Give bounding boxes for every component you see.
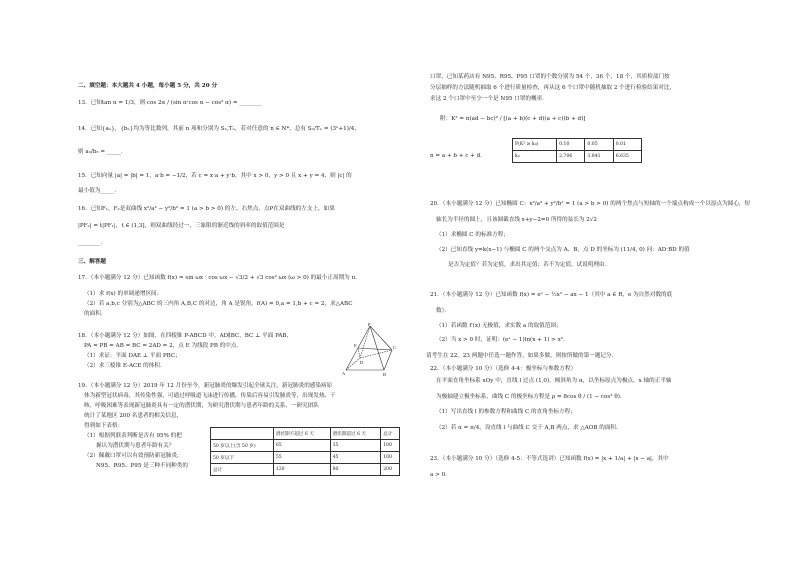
table-cell: 200 bbox=[381, 464, 400, 476]
figure-label-a: A bbox=[342, 371, 346, 376]
question-18-part1: （1）求证：平面 DAE ⊥ 平面 PBC； bbox=[84, 353, 181, 359]
table-cell: 2.706 bbox=[557, 151, 585, 163]
question-18-line2: PA = PB = AB = BC = 2AD = 2，点 E 为线段 PB 的中点． bbox=[84, 343, 243, 349]
figure-label-e: E bbox=[354, 343, 357, 348]
table-row bbox=[211, 440, 400, 452]
question-22-part2: （2）若 α = π/4，设直线 l 与曲线 C 交于 A,B 两点，求 △AOB 的面积． bbox=[436, 425, 622, 431]
question-19-line2: 体为新型冠状病毒，其传染性强，可通过呼吸道飞沫进行传播，传染后容易引发肺炎等，出现发热、干 bbox=[84, 393, 336, 399]
table-cell: 55 bbox=[273, 452, 330, 464]
question-17-part1: （1）求 f(x) 的单调递增区间； bbox=[84, 291, 163, 297]
table-cell: 65 bbox=[273, 440, 330, 452]
question-19-cont-line2: 分层抽样的方法随机抽取 6 个进行质量检查，再从这 6 个口罩中随机抽取 2 个进行检验结果对比， bbox=[430, 85, 676, 91]
question-21-part1: （1）若函数 f′(x) 无极值，求实数 a 的取值范围； bbox=[436, 323, 562, 329]
question-18-line1: 18．（本小题满分 12 分）如图，在四棱锥 P-ABCD 中，AD∥BC，BC ⊥ 平面 PAB， bbox=[78, 333, 293, 339]
question-21-line1: 21．（本小题满分 12 分）已知函数 f(x) = eˣ − ½x² − ax − 1（其中 a ∈ R，e 为自然对数的底 bbox=[430, 292, 673, 298]
question-17-part2: （2）若 a,b,c 分别为△ABC 的三内角 A,B,C 的对边，角 A 是锐角，f(A) = 0,a = 1,b + c = 2，求△ABC bbox=[84, 301, 353, 307]
table-cell: 0.05 bbox=[585, 139, 613, 151]
question-14-line1: 14．已知{aₙ}，{bₙ}均为等比数列，其前 n 项和分别为 Sₙ,Tₙ，若对任意的 n ∈ N*，总有 Sₙ/Tₙ = (3ⁿ+1)/4， bbox=[78, 126, 360, 132]
question-23-line1: 23．（本小题满分 10 分）（选修 4-5：不等式选讲）已知函数 f(x) = |x + 1/a| + |x − a|，其中 bbox=[430, 456, 669, 462]
chi-square-formula: 附：K² = n(ad − bc)² / [(a + b)(c + d)(a + c)(b + d)] bbox=[440, 116, 586, 122]
question-23-line2: a > 0． bbox=[430, 472, 451, 478]
question-14-line2: 则 a₃/b₃ = _____． bbox=[78, 149, 127, 155]
table-row bbox=[211, 452, 400, 464]
question-19-cont-line1: 口罩，已知某药店有 N95、R95、P95 口罩的个数分别为 54 个，36 个，18 个，其质检部门按 bbox=[430, 74, 670, 80]
table-cell: 120 bbox=[273, 464, 330, 476]
question-19-part1-cont: 握认为潜伏期与患者年龄有关？ bbox=[96, 443, 175, 449]
contingency-table bbox=[210, 427, 400, 476]
table-header-cell bbox=[211, 428, 274, 440]
question-16-line2: |PF₂| = t|PF₁|，t ∈ (1,3]，则双曲线经过一、三象限的渐近线的斜率的取值范围是 bbox=[78, 223, 285, 229]
question-15-line2: 最小值为_____． bbox=[78, 188, 120, 194]
section-solution-title: 三、解答题 bbox=[78, 259, 106, 265]
figure-label-p: P bbox=[368, 322, 371, 327]
table-cell: 50 岁以下 bbox=[211, 452, 274, 464]
question-19-line3: 咳、呼吸困难等表现新冠肺炎具有一定的潜伏期，为研究潜伏期与患者年龄的关系，一研究团队 bbox=[84, 403, 319, 409]
table-cell: 100 bbox=[381, 440, 400, 452]
question-17-part2-cont: 的面积． bbox=[84, 311, 107, 317]
table-cell: k₀ bbox=[513, 151, 557, 163]
question-22-line1: 22．（本小题满分 10 分）（选修 4-4：极坐标与参数方程） bbox=[430, 366, 577, 372]
question-20-part1: （1）求椭圆 C 的标准方程； bbox=[436, 232, 509, 238]
table-cell: 0.10 bbox=[557, 139, 585, 151]
question-20-line2: 轴长为半径的圆上，且该圆截直线 x+y−2=0 所得的弦长为 2√2 bbox=[436, 217, 597, 223]
figure-label-b: B bbox=[383, 372, 387, 377]
table-row bbox=[211, 464, 400, 476]
table-row bbox=[513, 151, 642, 163]
figure-label-d: D bbox=[360, 360, 364, 365]
question-19-line4: 统计了某地区 200 名患者的相关信息， bbox=[84, 413, 183, 419]
table-header-cell: 潜伏期超过 6 天 bbox=[330, 428, 381, 440]
table-header-cell: 总计 bbox=[381, 428, 400, 440]
question-17-line1: 17．（本小题满分 12 分）已知函数 f(x) = sin ωx · cos ωx − √3/2 + √3 cos² ωx (ω > 0) 的最小正周期为 π． bbox=[78, 275, 361, 281]
table-header-row bbox=[211, 428, 400, 440]
table-row bbox=[513, 139, 642, 151]
table-header-cell: 潜伏期不超过 6 天 bbox=[273, 428, 330, 440]
table-cell: 6.635 bbox=[613, 151, 641, 163]
table-cell: 总计 bbox=[211, 464, 274, 476]
question-19-part2: （2）佩戴口罩可以有效预防新冠肺炎， bbox=[84, 453, 183, 459]
question-18-part2: （2）求三棱锥 E-ACE 的体积． bbox=[84, 363, 166, 369]
table-cell: 35 bbox=[330, 440, 381, 452]
question-19-part1: （1）根据列联表判断是否有 95% 的把 bbox=[84, 433, 182, 439]
question-19-line1: 19．（本小题满分 12 分）2019 年 12 月份至今，新冠肺炎的爆发引起全球关注，新冠肺炎的感染病原 bbox=[78, 383, 333, 389]
question-22-line3: 为极轴建立极坐标系，曲线 C 的极坐标方程是 ρ = 8cos θ / (1 − cos² θ)． bbox=[436, 394, 626, 400]
figure-label-c: C bbox=[393, 345, 397, 350]
question-16-line1: 16．已知F₁，F₂是双曲线 x²/a² − y²/b² = 1 (a > b > 0) 的左、右焦点，点P在双曲线的左支上，如果 bbox=[78, 206, 335, 212]
table-cell: 3.841 bbox=[585, 151, 613, 163]
question-21-line2: 数）． bbox=[436, 308, 450, 314]
question-19-line5: 得到如下表格： bbox=[84, 423, 124, 429]
question-22-part1: （1）写出直线 l 的参数方程和曲线 C 的直角坐标方程； bbox=[436, 409, 576, 415]
question-21-part2: （2）当 x > 0 时，证明：(eˣ − 1)ln(x + 1) > x²． bbox=[436, 337, 569, 343]
question-22-line2: 在平面直角坐标系 xOy 中，直线 l 过点 (1,0)，倾斜角为 α，以坐标原点为极点，x 轴的正半轴 bbox=[436, 378, 672, 384]
question-13: 13．已知tan α = 1/3，则 cos 2α / (sin α·cos α − cos² α) = ________ bbox=[78, 100, 262, 106]
table-cell: 45 bbox=[330, 452, 381, 464]
table-cell: 80 bbox=[330, 464, 381, 476]
question-20-part2-cont: 是否为定值？若为定值，求出其定值；若不为定值，试说明理由． bbox=[448, 262, 611, 268]
question-15-line1: 15．已知向量 |a| = |b| = 1，a·b = −1/2，若 c = x·a + y·b，其中 x > 0，y > 0 且 x + y = 4，则 |c| 的 bbox=[78, 173, 352, 179]
question-20-line1: 20．（本小题满分 12 分）已知椭圆 C：x²/a² + y²/b² = 1 (a > b > 0) 的两个焦点与短轴的一个端点构成一个以原点为圆心，短 bbox=[430, 201, 751, 207]
n-formula: n = a + b + c + d． bbox=[430, 153, 486, 159]
table-cell: P(K² ≥ k₀) bbox=[513, 139, 557, 151]
pyramid-figure bbox=[340, 322, 398, 380]
section-fill-in-title: 二、填空题：本大题共 4 小题，每小题 5 分，共 20 分 bbox=[78, 83, 218, 89]
question-16-line3: ________． bbox=[78, 240, 106, 246]
critical-value-table bbox=[512, 138, 642, 163]
question-20-part2: （2）已知直线 y=k(x−1) 与椭圆 C 的两个交点为 A、B，点 D 的坐标为 (11/4, 0) 问：AD·BD 的值 bbox=[436, 247, 690, 253]
table-cell: 0.01 bbox=[613, 139, 641, 151]
table-cell: 100 bbox=[381, 452, 400, 464]
table-cell: 50 岁以上(含 50 岁) bbox=[211, 440, 274, 452]
choose-instruction: 请考生在 22、23 两题中任选一题作答，如果多做，则按所做的第一题记分． bbox=[426, 353, 618, 359]
question-19-part2-cont: N95、R95、P95 是三种不同种类的 bbox=[96, 463, 188, 469]
question-19-cont-line3: 求这 2 个口罩中至少一个是 N95 口罩的概率． bbox=[430, 96, 548, 102]
